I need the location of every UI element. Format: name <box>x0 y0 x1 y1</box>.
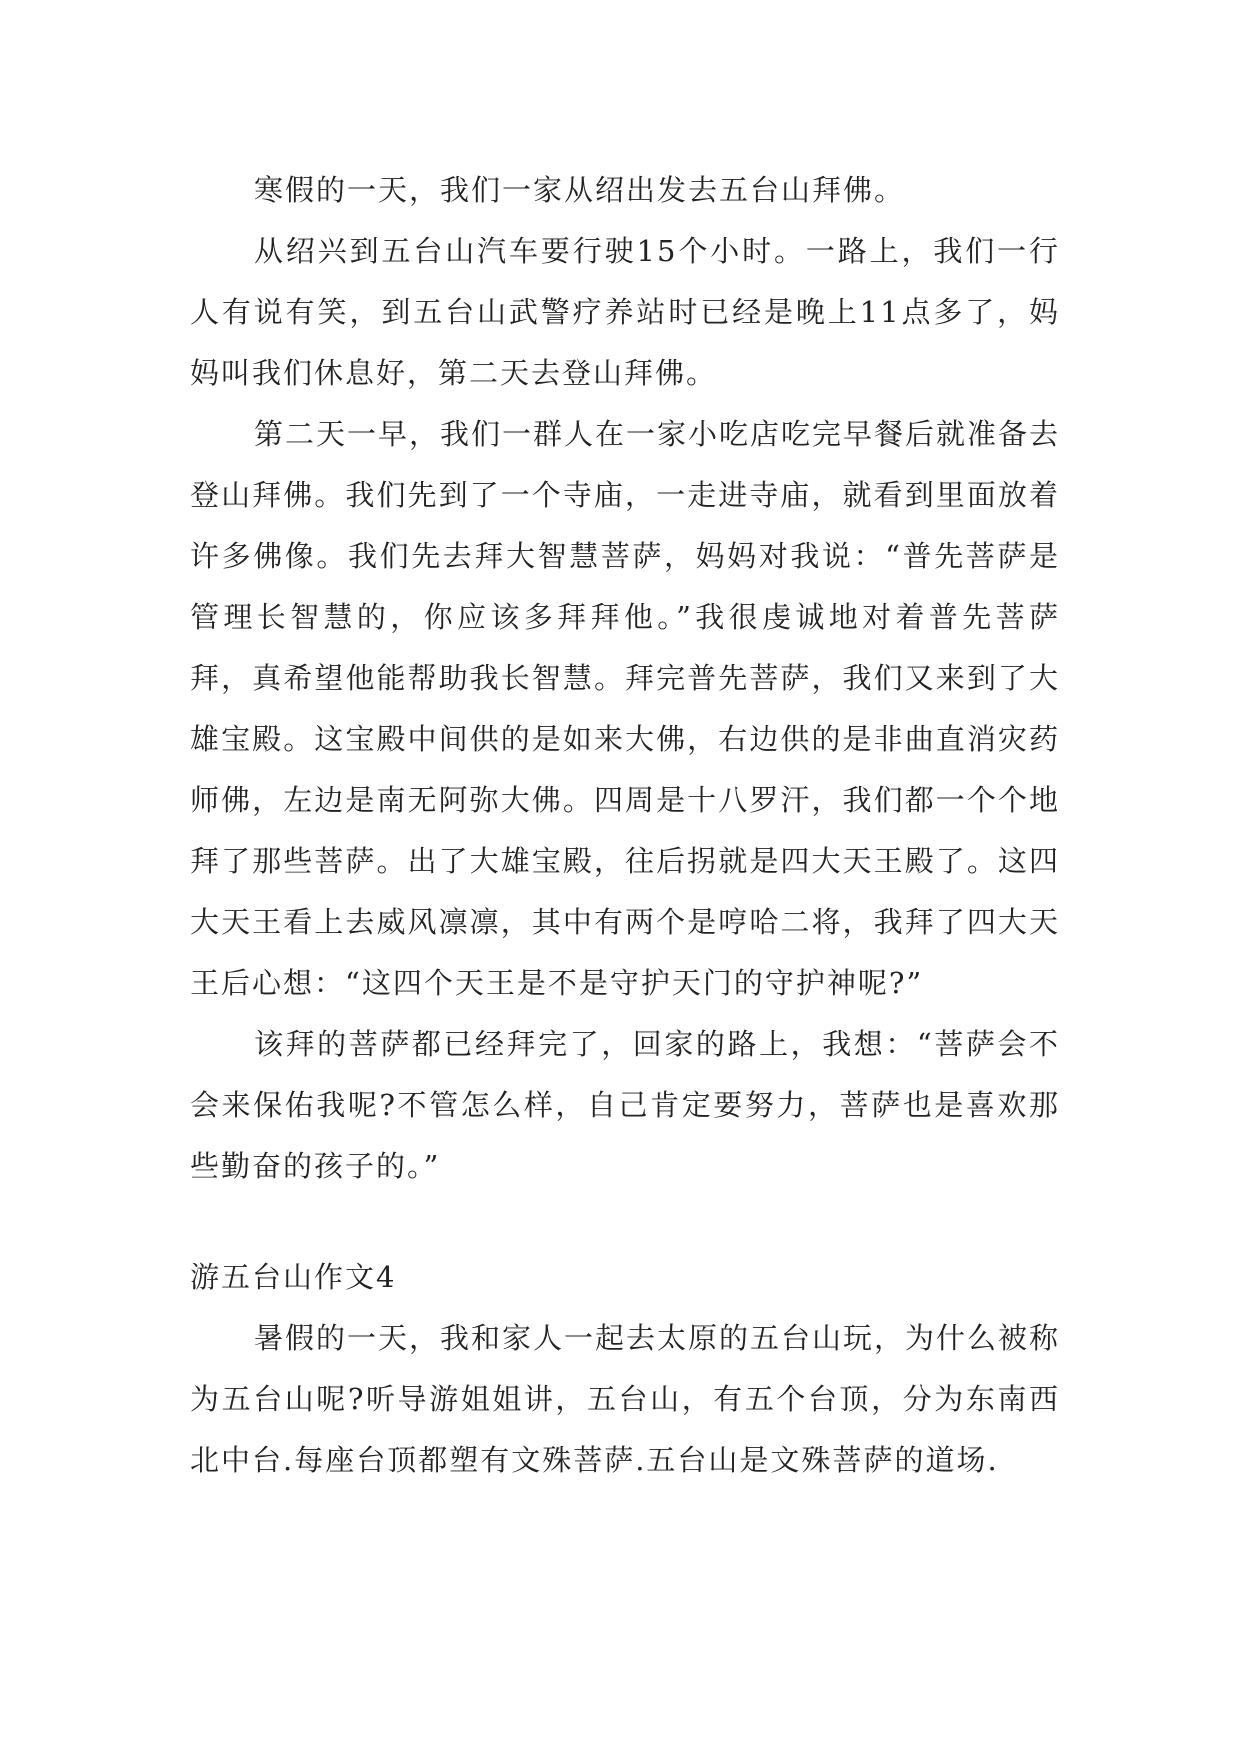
paragraph: 寒假的一天，我们一家从绍出发去五台山拜佛。 <box>254 173 906 207</box>
paragraph: 从绍兴到五台山汽车要行驶15个小时。一路上，我们一行人有说有笑，到五台山武警疗养站时已经是晚上11点多了，妈妈叫我们休息好，第二天去登山拜佛。 <box>190 234 1060 390</box>
paragraph: 该拜的菩萨都已经拜完了，回家的路上，我想：“菩萨会不会来保佑我呢?不管怎么样，自己肯定要努力，菩萨也是喜欢那些勤奋的孩子的。” <box>190 1027 1060 1183</box>
section-heading: 游五台山作文4 <box>190 1260 397 1294</box>
paragraph: 暑假的一天，我和家人一起去太原的五台山玩，为什么被称为五台山呢?听导游姐姐讲，五台山，有五个台顶，分为东南西北中台.每座台顶都塑有文殊菩萨.五台山是文殊菩萨的道场. <box>190 1321 1061 1477</box>
document-page <box>190 160 1060 1491</box>
paragraph: 第二天一早，我们一群人在一家小吃店吃完早餐后就准备去登山拜佛。我们先到了一个寺庙，一走进寺庙，就看到里面放着许多佛像。我们先去拜大智慧菩萨，妈妈对我说：“普先菩萨是管理长智慧的，你应该多拜拜他。”我很虔诚地对着普先菩萨拜，真希望他能帮助我长智慧。拜完普先菩萨，我们又来到了大雄宝殿。这宝殿中间供的是如来大佛，右边供的是非曲直消灾药师佛，左边是南无阿弥大佛。四周是十八罗汗，我们都一个个地拜了那些菩萨。出了大雄宝殿，往后拐就是四大天王殿了。这四大天王看上去威风凛凛，其中有两个是哼哈二将，我拜了四大天王后心想：“这四个天王是不是守护天门的守护神呢?” <box>190 417 1061 1000</box>
